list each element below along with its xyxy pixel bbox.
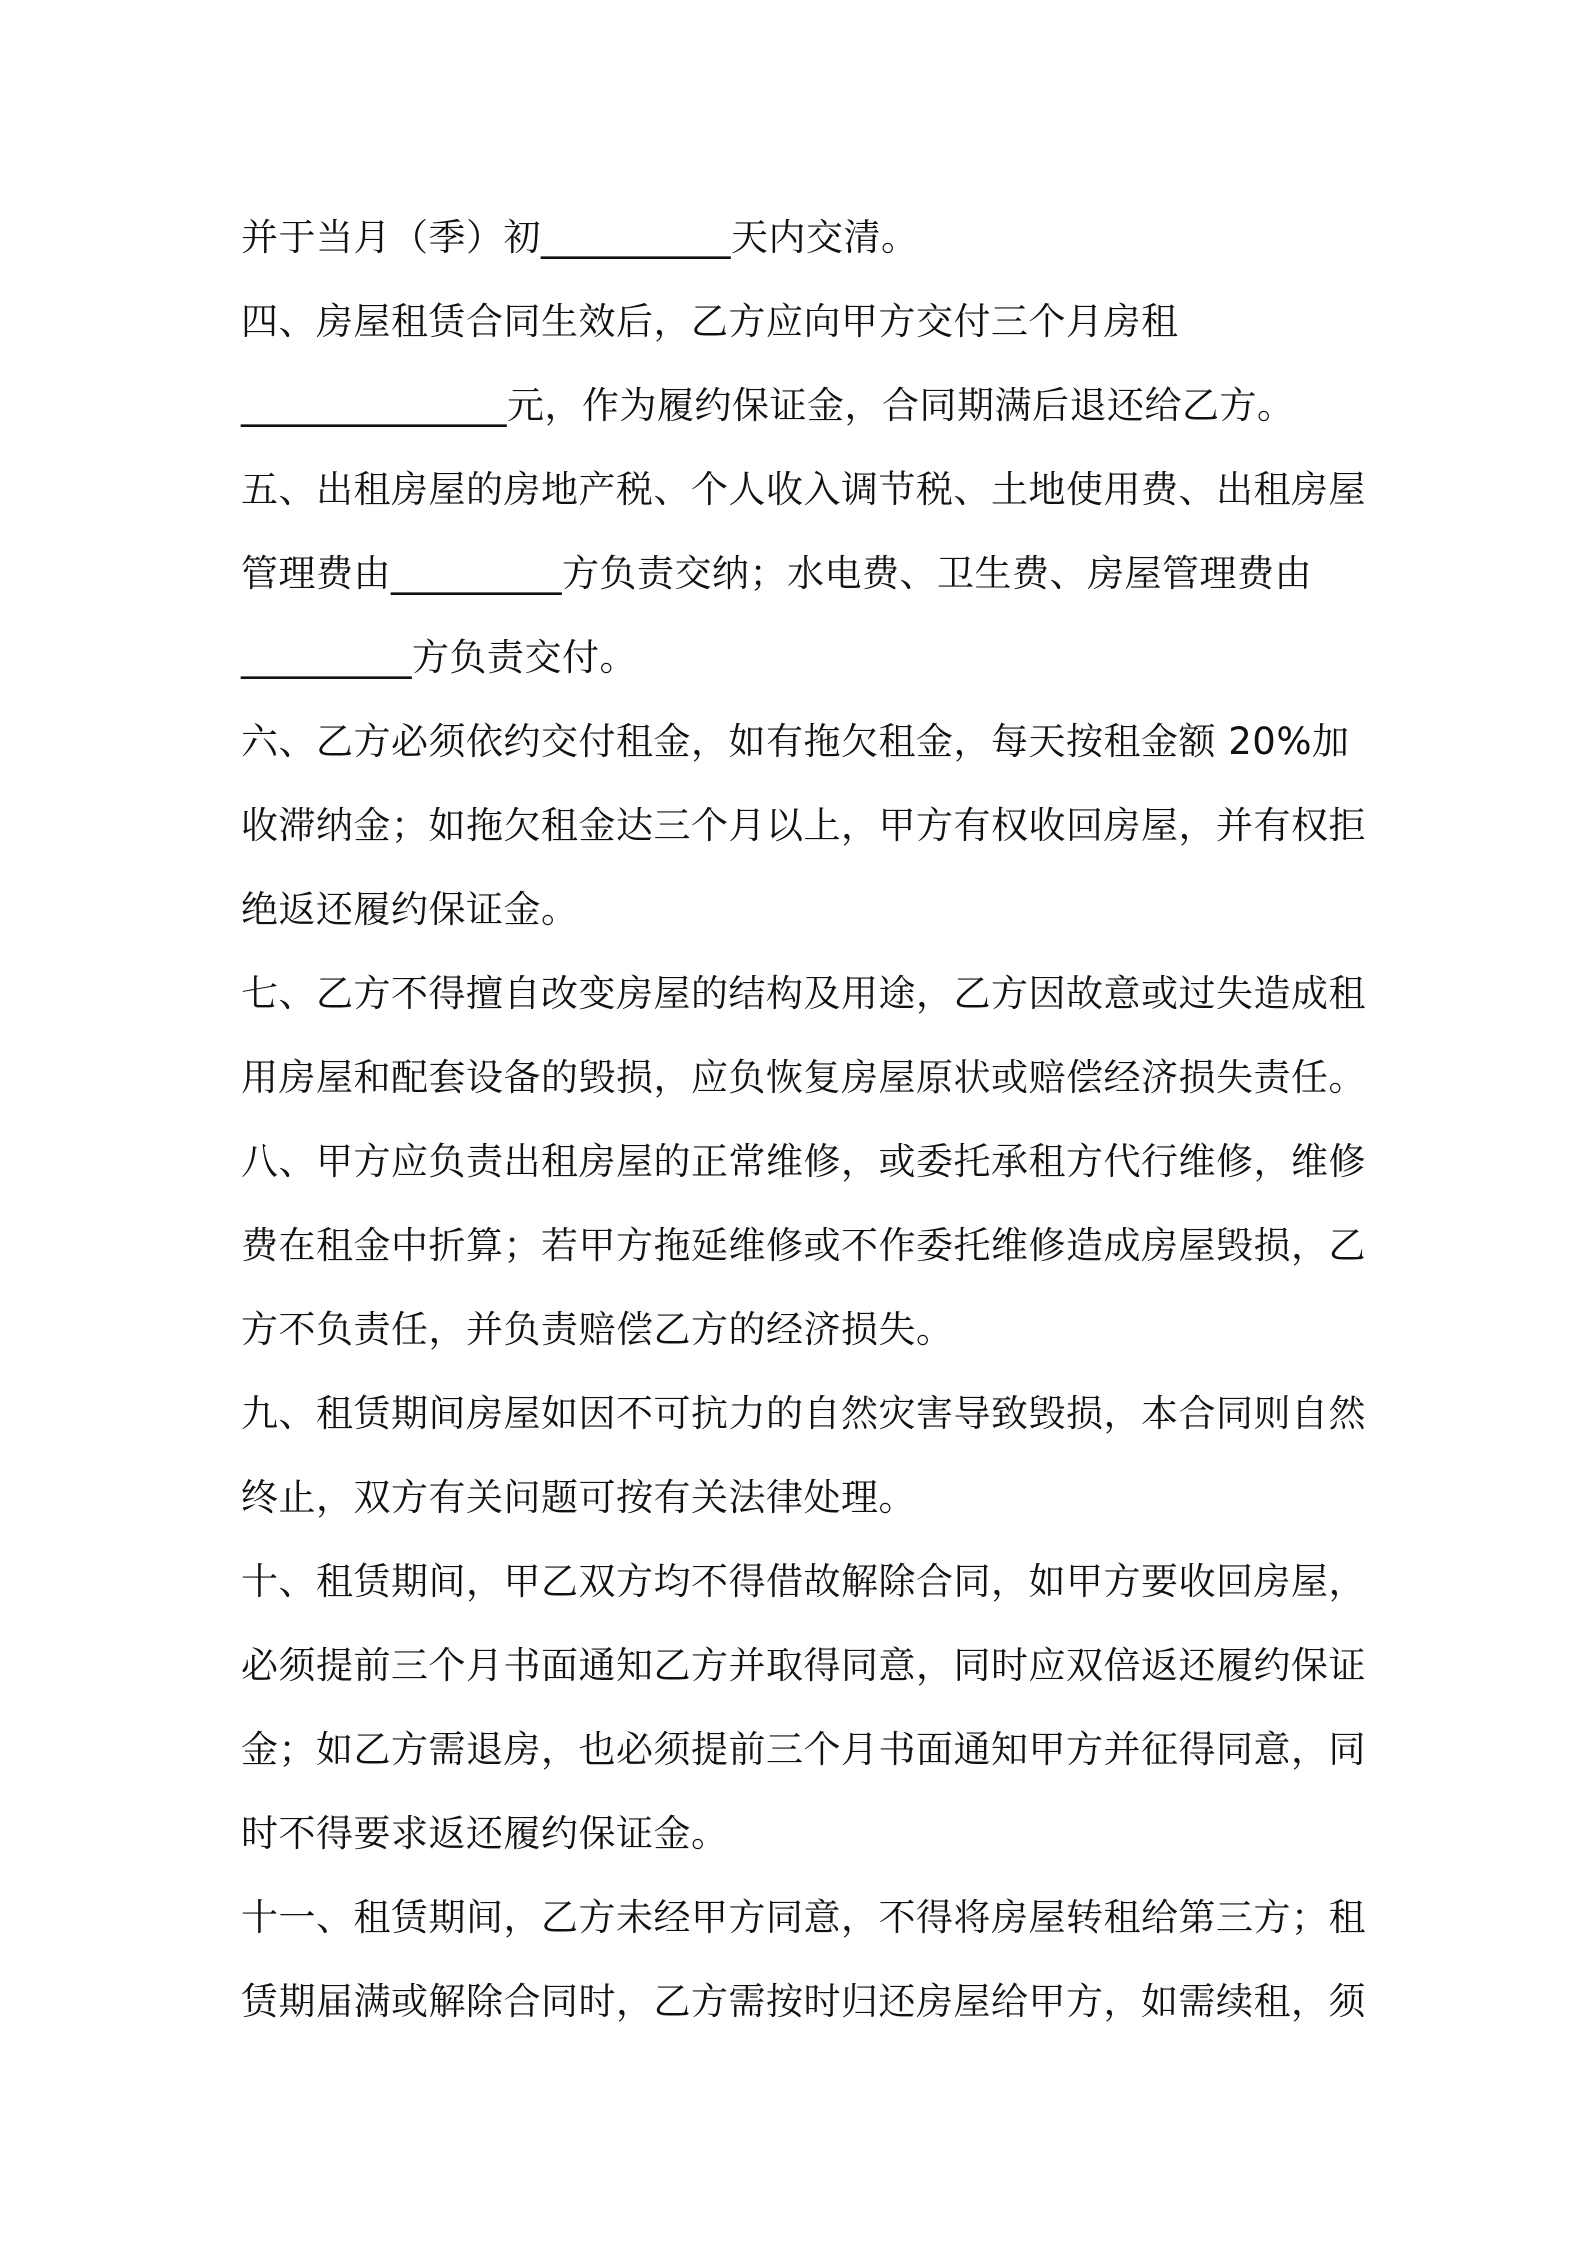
text-line: 绝返还履约保证金。	[241, 888, 579, 931]
text-line: _________方负责交付。	[241, 636, 637, 679]
text-line: 八、甲方应负责出租房屋的正常维修，或委托承租方代行维修，维修	[241, 1140, 1366, 1183]
text-line: 六、乙方必须依约交付租金，如有拖欠租金，每天按租金额 20%加	[241, 720, 1350, 763]
text-line: 赁期届满或解除合同时，乙方需按时归还房屋给甲方，如需续租，须	[241, 1980, 1366, 2023]
text-line: 必须提前三个月书面通知乙方并取得同意，同时应双倍返还履约保证	[241, 1644, 1366, 1687]
text-line: 收滞纳金；如拖欠租金达三个月以上，甲方有权收回房屋，并有权拒	[241, 804, 1366, 847]
text-line: 金；如乙方需退房，也必须提前三个月书面通知甲方并征得同意，同	[241, 1728, 1366, 1771]
text-line: 十一、租赁期间，乙方未经甲方同意，不得将房屋转租给第三方；租	[241, 1896, 1366, 1939]
text-line: 管理费由_________方负责交纳；水电费、卫生费、房屋管理费由	[241, 552, 1312, 595]
text-line: 用房屋和配套设备的毁损，应负恢复房屋原状或赔偿经济损失责任。	[241, 1056, 1366, 1099]
text-line: 并于当月（季）初__________天内交清。	[241, 216, 919, 259]
text-line: 时不得要求返还履约保证金。	[241, 1812, 729, 1855]
text-line: 九、租赁期间房屋如因不可抗力的自然灾害导致毁损，本合同则自然	[241, 1392, 1366, 1435]
text-line: 十、租赁期间，甲乙双方均不得借故解除合同，如甲方要收回房屋，	[241, 1560, 1366, 1603]
contract-body	[241, 196, 1366, 2044]
text-line: 费在租金中折算；若甲方拖延维修或不作委托维修造成房屋毁损，乙	[241, 1224, 1366, 1267]
text-line: 终止，双方有关问题可按有关法律处理。	[241, 1476, 916, 1519]
text-line: 五、出租房屋的房地产税、个人收入调节税、土地使用费、出租房屋	[241, 468, 1366, 511]
text-line: 七、乙方不得擅自改变房屋的结构及用途，乙方因故意或过失造成租	[241, 972, 1366, 1015]
text-line: ______________元，作为履约保证金，合同期满后退还给乙方。	[241, 384, 1295, 427]
text-line: 四、房屋租赁合同生效后，乙方应向甲方交付三个月房租	[241, 300, 1179, 343]
text-line: 方不负责任，并负责赔偿乙方的经济损失。	[241, 1308, 954, 1351]
